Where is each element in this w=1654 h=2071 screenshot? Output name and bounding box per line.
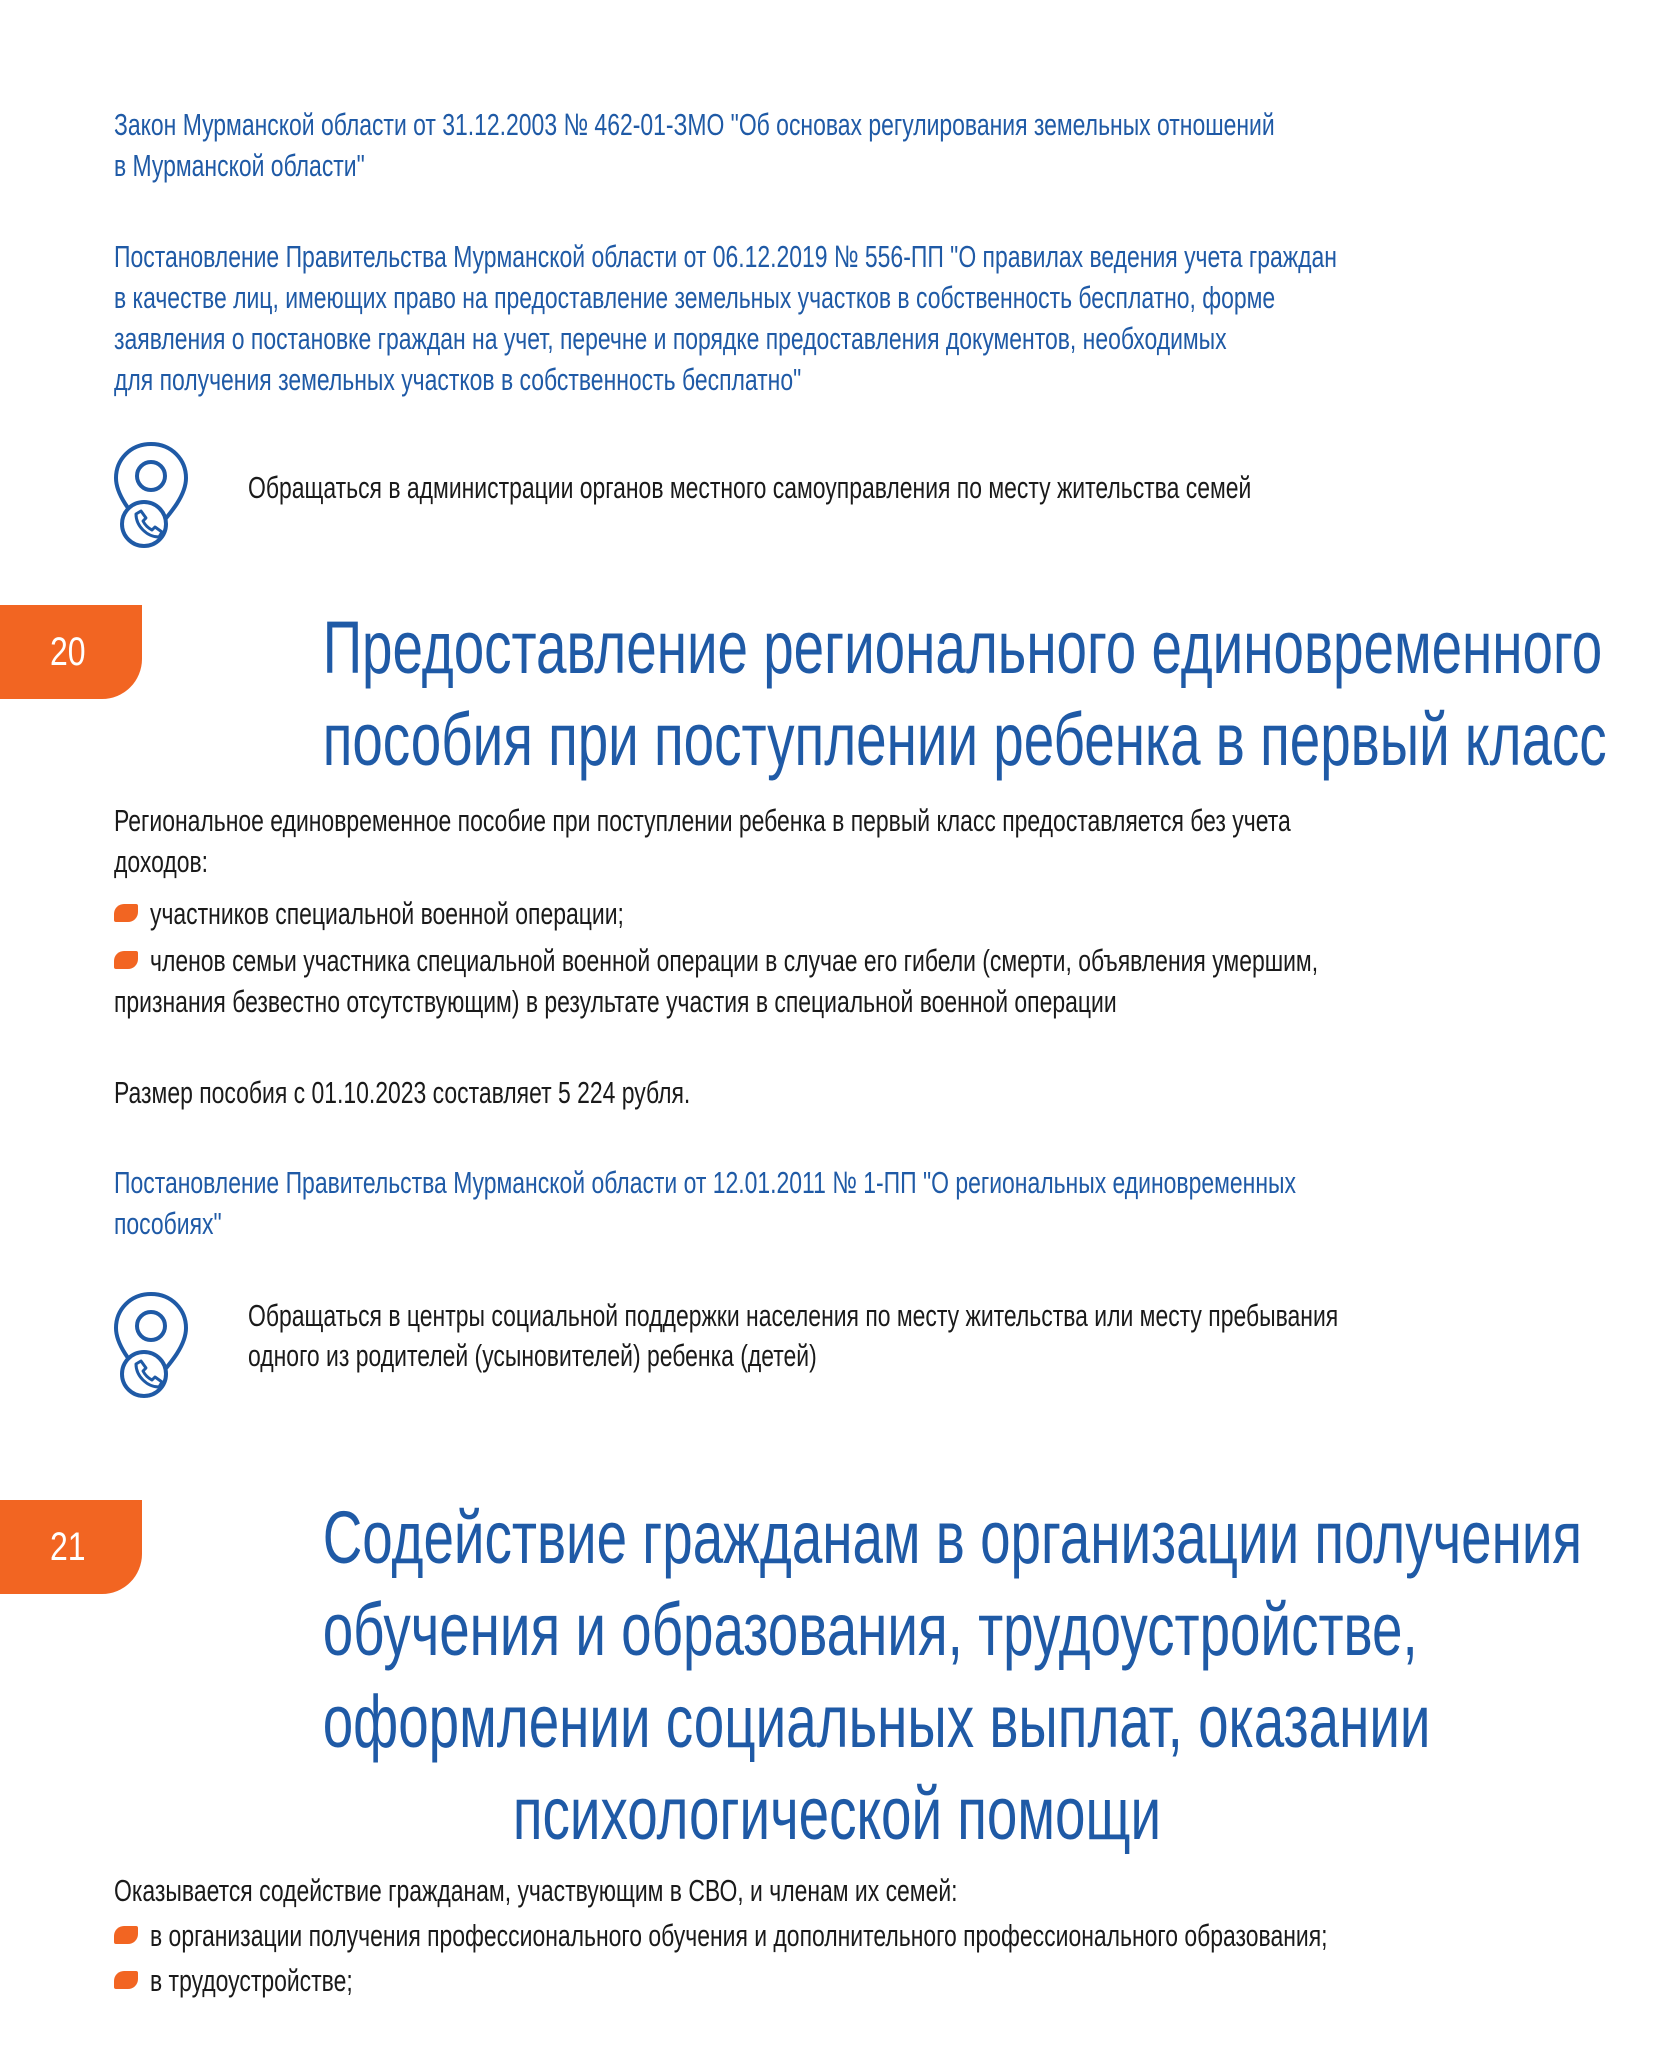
section-21-intro: Оказывается содействие гражданам, участвующим в СВО, и членам их семей: [114, 1873, 958, 1908]
list-item: членов семьи участника специальной военной операции в случае его гибели (смерти, объявления умершим, признания безвестно отсутствующим) в результате участия в специальной военной операции [114, 943, 1319, 1019]
location-phone-icon [106, 1290, 196, 1400]
bullet-marker [114, 1926, 138, 1944]
list-item: в организации получения профессионального обучения и дополнительного профессионального образования; [114, 1915, 1654, 1956]
decree-reference[interactable]: Постановление Правительства Мурманской области от 06.12.2019 № 556-ПП "О правилах ведения учета граждан в качестве лиц, имеющих право на предоставление земельных участков в собственность бесплатно, форме заявления о постановке граждан на учет, перечне и порядке предоставления документов, необходимых для получения земельных участков в собственность бесплатно" [114, 239, 1337, 397]
section-20-amount: Размер пособия с 01.10.2023 составляет 5 224 рубля. [114, 1075, 691, 1110]
list-item: в трудоустройстве; [114, 1960, 424, 2001]
law-reference[interactable]: Закон Мурманской области от 31.12.2003 № 462-01-ЗМО "Об основах регулирования земельных отношений в Мурманской области" [114, 107, 1275, 183]
bullet-marker [114, 1971, 138, 1989]
bullet-marker [114, 904, 138, 922]
location-phone-icon [106, 440, 196, 550]
contact-text: одного из родителей (усыновителей) ребенка (детей) [248, 1338, 817, 1373]
section-20-intro: Региональное единовременное пособие при поступлении ребенка в первый класс предоставляется без учета доходов: [114, 803, 1291, 879]
section-20-decree[interactable]: Постановление Правительства Мурманской области от 12.01.2011 № 1-ПП "О региональных единовременных пособиях" [114, 1165, 1296, 1241]
section-number-21: 21 [0, 1500, 142, 1594]
section-20-title: Предоставление регионального единовременного пособия при поступлении ребенка в первый класс [322, 606, 1607, 781]
contact-text: Обращаться в центры социальной поддержки населения по месту жительства или месту пребывания [248, 1298, 1339, 1333]
contact-text: Обращаться в администрации органов местного самоуправления по месту жительства семей [248, 470, 1252, 505]
section-21-title: Содействие гражданам в организации получения обучения и образования, трудоустройстве, оформлении социальных выплат, оказании психологической помощи [322, 1496, 1583, 1855]
list-item: участников специальной военной операции; [114, 893, 790, 934]
section-number-20: 20 [0, 605, 142, 699]
bullet-marker [114, 951, 138, 969]
